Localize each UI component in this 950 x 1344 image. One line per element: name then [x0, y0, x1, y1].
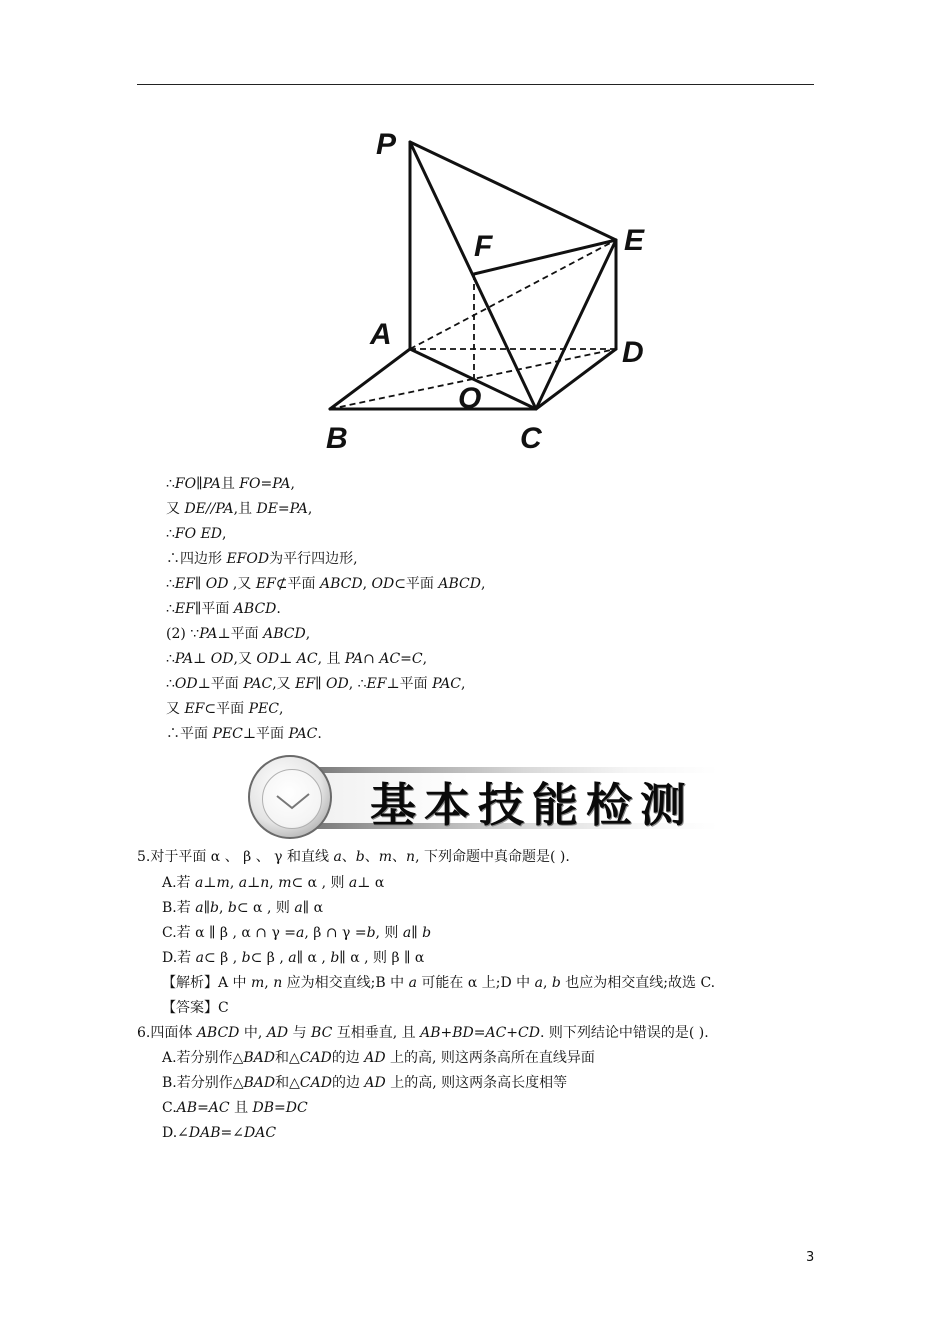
- math-var: ED: [200, 526, 223, 542]
- text-run: ∴: [166, 676, 175, 692]
- text-run: ⊂ β ,: [250, 950, 289, 966]
- text-run: ,: [264, 975, 274, 991]
- label-E: E: [624, 224, 645, 257]
- math-var: AC=C: [379, 651, 423, 667]
- question-line: [162, 899, 950, 917]
- text-run: ⊂ β ,: [204, 950, 242, 966]
- math-var: BC: [311, 1025, 333, 1041]
- math-var: b: [241, 950, 251, 966]
- text-run: ⊄平面: [275, 576, 320, 592]
- math-var: OD: [174, 676, 198, 692]
- text-run: 和△: [274, 1050, 300, 1066]
- text-run: .: [276, 601, 281, 617]
- text-run: 上的高, 则这两条高长度相等: [385, 1075, 568, 1091]
- math-var: n: [273, 975, 283, 991]
- math-var: CAD: [299, 1075, 332, 1091]
- question-line: [162, 999, 950, 1017]
- question-line: [137, 1024, 950, 1042]
- math-var: a: [402, 925, 412, 941]
- text-run: ⊥: [193, 651, 211, 667]
- math-var: BAD: [243, 1075, 276, 1091]
- question-line: [162, 1049, 950, 1067]
- proof-line: [166, 575, 950, 593]
- math-var: AC: [296, 651, 318, 667]
- text-run: 6.四面体: [137, 1025, 197, 1041]
- page-number: 3: [806, 1250, 815, 1265]
- math-var: OD: [205, 576, 229, 592]
- math-var: a: [348, 875, 358, 891]
- clock-face: [262, 769, 322, 829]
- text-run: .: [317, 726, 322, 742]
- text-run: 互相垂直, 且: [332, 1025, 421, 1041]
- text-run: ∴: [166, 476, 175, 492]
- text-run: ,: [362, 576, 372, 592]
- text-run: ,: [480, 576, 486, 592]
- label-P: P: [376, 128, 397, 161]
- text-run: ∴: [166, 526, 175, 542]
- math-var: ABCD: [233, 601, 277, 617]
- text-run: 、: [392, 849, 407, 865]
- math-var: b: [366, 925, 376, 941]
- text-run: 、: [341, 849, 356, 865]
- label-C: C: [520, 422, 542, 455]
- text-run: 且: [220, 476, 240, 492]
- text-run: D.∠: [162, 1125, 189, 1141]
- math-var: a: [238, 875, 248, 891]
- math-var: PAC: [288, 726, 318, 742]
- math-var: PAC: [432, 676, 462, 692]
- proof-line: [166, 650, 950, 668]
- math-var: a: [195, 950, 204, 966]
- text-run: , 则: [375, 925, 403, 941]
- math-var: FO: [174, 476, 197, 492]
- math-var: b: [551, 975, 561, 991]
- text-run: ∥: [196, 476, 203, 492]
- math-var: ABCD: [438, 576, 481, 592]
- text-run: B.若: [162, 900, 196, 916]
- math-var: EFOD: [226, 551, 270, 567]
- text-run: ,: [278, 701, 284, 717]
- text-run: A.若: [162, 875, 196, 891]
- text-run: ,: [269, 875, 279, 891]
- math-var: PEC: [248, 701, 279, 717]
- text-run: 又: [166, 701, 185, 717]
- text-run: 上的高, 则这两条高所在直线异面: [385, 1050, 595, 1066]
- math-var: EF: [295, 676, 316, 692]
- math-var: EF: [174, 601, 195, 617]
- text-run: ∴: [166, 576, 175, 592]
- text-run: (2) ∵: [166, 626, 200, 642]
- proof-line: [166, 600, 950, 618]
- math-var: EF: [366, 676, 387, 692]
- text-run: , ∴: [348, 676, 367, 692]
- text-run: 中,: [239, 1025, 267, 1041]
- math-var: b: [210, 900, 219, 916]
- math-var: PA: [344, 651, 364, 667]
- text-run: ,: [290, 476, 295, 492]
- text-run: ∴平面: [166, 726, 213, 742]
- text-run: , 下列命题中真命题是( ).: [415, 849, 570, 865]
- text-run: ,: [542, 975, 552, 991]
- text-run: ⊥: [247, 875, 261, 891]
- text-run: ∥: [315, 676, 326, 692]
- math-var: ABCD: [196, 1025, 240, 1041]
- text-run: ∥ α: [302, 900, 324, 916]
- text-run: ,又: [228, 576, 256, 592]
- math-var: PA: [202, 476, 221, 492]
- text-run: ,又: [272, 676, 296, 692]
- text-run: 的边: [331, 1075, 365, 1091]
- text-run: ,: [305, 626, 311, 642]
- question-line: [162, 974, 950, 992]
- math-var: n: [260, 875, 270, 891]
- text-run: ∥ α ,: [296, 950, 331, 966]
- edge-PE: [410, 142, 616, 240]
- math-var: FO=PA: [239, 476, 291, 492]
- math-var: ABCD: [319, 576, 363, 592]
- question-line: [162, 1124, 950, 1142]
- question-line: [162, 874, 950, 892]
- math-var: BAD: [243, 1050, 275, 1066]
- text-run: 且: [229, 1100, 253, 1116]
- math-var: a: [408, 975, 417, 991]
- math-var: n: [406, 849, 416, 865]
- text-run: 5.对于平面 α 、 β 、 γ 和直线: [137, 849, 334, 865]
- text-run: ⊥平面: [217, 626, 264, 642]
- math-var: a: [195, 875, 204, 891]
- text-run: =∠: [220, 1125, 244, 1141]
- math-var: OD: [325, 676, 349, 692]
- text-run: ∥: [194, 576, 206, 592]
- proof-line: [166, 675, 950, 693]
- math-var: AD: [364, 1075, 386, 1091]
- math-var: a: [288, 950, 297, 966]
- math-var: m: [278, 875, 292, 891]
- edge-AE: [410, 240, 616, 349]
- question-line: [162, 1099, 950, 1117]
- math-var: EF: [184, 701, 205, 717]
- math-var: AB=AC: [176, 1100, 230, 1116]
- question-line: [162, 1074, 950, 1092]
- text-run: ∥平面: [194, 601, 234, 617]
- header-rule: [137, 84, 814, 85]
- math-var: OD: [371, 576, 395, 592]
- text-run: 【答案】C: [162, 1000, 229, 1016]
- math-var: b: [422, 925, 432, 941]
- math-var: a: [296, 925, 305, 941]
- text-run: ∥: [203, 900, 211, 916]
- text-run: . 则下列结论中错误的是( ).: [539, 1025, 709, 1041]
- text-run: 与: [288, 1025, 312, 1041]
- label-O: O: [458, 382, 482, 415]
- text-run: ,: [219, 900, 228, 916]
- text-run: B.若分别作△: [162, 1075, 244, 1091]
- math-var: a: [534, 975, 543, 991]
- text-run: ⊥: [279, 651, 297, 667]
- text-run: ,: [307, 501, 313, 517]
- text-run: 【解析】A 中: [162, 975, 252, 991]
- text-run: ⊂平面: [204, 701, 249, 717]
- math-var: b: [355, 849, 365, 865]
- math-var: CAD: [299, 1050, 332, 1066]
- proof-line: [166, 525, 950, 543]
- math-var: DE=PA: [256, 501, 308, 517]
- math-var: a: [333, 849, 342, 865]
- section-banner: [248, 755, 718, 839]
- math-var: PEC: [212, 726, 243, 742]
- math-var: m: [378, 849, 393, 865]
- edge-EC: [536, 240, 616, 409]
- math-var: b: [330, 950, 340, 966]
- banner-title: 基本技能检测: [370, 778, 694, 832]
- text-run: ∴四边形: [166, 551, 227, 567]
- text-run: C.: [162, 1100, 177, 1116]
- text-run: 可能在 α 上;D 中: [416, 975, 535, 991]
- text-run: ⊂平面: [394, 576, 439, 592]
- math-var: a: [195, 900, 204, 916]
- math-var: PA: [199, 626, 218, 642]
- text-run: C.若 α ∥ β , α ∩ γ =: [162, 925, 297, 941]
- math-var: PA: [174, 651, 194, 667]
- text-run: 为平行四边形,: [269, 551, 358, 567]
- math-var: PAC: [243, 676, 273, 692]
- text-run: ,: [229, 875, 239, 891]
- math-var: AD: [364, 1050, 386, 1066]
- math-var: DAC: [244, 1125, 277, 1141]
- text-run: 又: [166, 501, 185, 517]
- edge-FE: [474, 240, 616, 274]
- text-run: , β ∩ γ =: [304, 925, 367, 941]
- text-run: 的边: [331, 1050, 365, 1066]
- question-line: [162, 924, 950, 942]
- math-var: AB+BD=AC+CD: [420, 1025, 540, 1041]
- text-run: ,且: [233, 501, 257, 517]
- math-var: DB=DC: [252, 1100, 308, 1116]
- math-var: b: [227, 900, 237, 916]
- math-var: DAB: [188, 1125, 221, 1141]
- text-run: A.若分别作△: [162, 1050, 244, 1066]
- math-var: AD: [266, 1025, 289, 1041]
- text-run: 和△: [275, 1075, 300, 1091]
- text-run: ⊥平面: [242, 726, 289, 742]
- math-var: m: [251, 975, 265, 991]
- text-run: ⊥ α: [357, 875, 385, 891]
- math-var: DE//PA: [184, 501, 234, 517]
- text-run: 、: [364, 849, 379, 865]
- proof-line: [166, 475, 950, 493]
- math-var: EF: [255, 576, 276, 592]
- proof-line: [166, 725, 950, 743]
- text-run: ∥: [411, 925, 423, 941]
- text-run: ⊥平面: [386, 676, 433, 692]
- question-line: [137, 848, 950, 866]
- math-var: m: [216, 875, 230, 891]
- text-run: ⊥: [203, 875, 217, 891]
- proof-line: [166, 625, 950, 643]
- text-run: ∴: [166, 601, 175, 617]
- text-run: ⊂ α , 则: [236, 900, 295, 916]
- question-line: [162, 949, 950, 967]
- text-run: ⊂ α , 则: [291, 875, 349, 891]
- text-run: 也应为相交直线;故选 C.: [560, 975, 716, 991]
- text-run: ,: [461, 676, 466, 692]
- math-var: a: [294, 900, 303, 916]
- proof-line: [166, 500, 950, 518]
- text-run: ,: [222, 526, 227, 542]
- text-run: ,: [422, 651, 428, 667]
- math-var: ABCD: [263, 626, 306, 642]
- math-var: OD: [210, 651, 234, 667]
- text-run: D.若: [162, 950, 196, 966]
- text-run: 应为相交直线;B 中: [282, 975, 409, 991]
- text-run: ∴: [166, 651, 175, 667]
- clock-icon: [248, 755, 332, 839]
- math-var: EF: [174, 576, 195, 592]
- label-A: A: [370, 318, 392, 351]
- text-run: , 且: [317, 651, 345, 667]
- text-run: ⊥平面: [197, 676, 244, 692]
- label-B: B: [326, 422, 348, 455]
- math-var: OD: [256, 651, 280, 667]
- text-run: ,又: [233, 651, 257, 667]
- text-run: ∩: [363, 651, 380, 667]
- math-var: FO: [174, 526, 197, 542]
- proof-line: [166, 550, 950, 568]
- label-D: D: [622, 336, 644, 369]
- label-F: F: [474, 230, 493, 263]
- geometry-figure: [320, 120, 680, 460]
- proof-line: [166, 700, 950, 718]
- text-run: ∥ α , 则 β ∥ α: [339, 950, 425, 966]
